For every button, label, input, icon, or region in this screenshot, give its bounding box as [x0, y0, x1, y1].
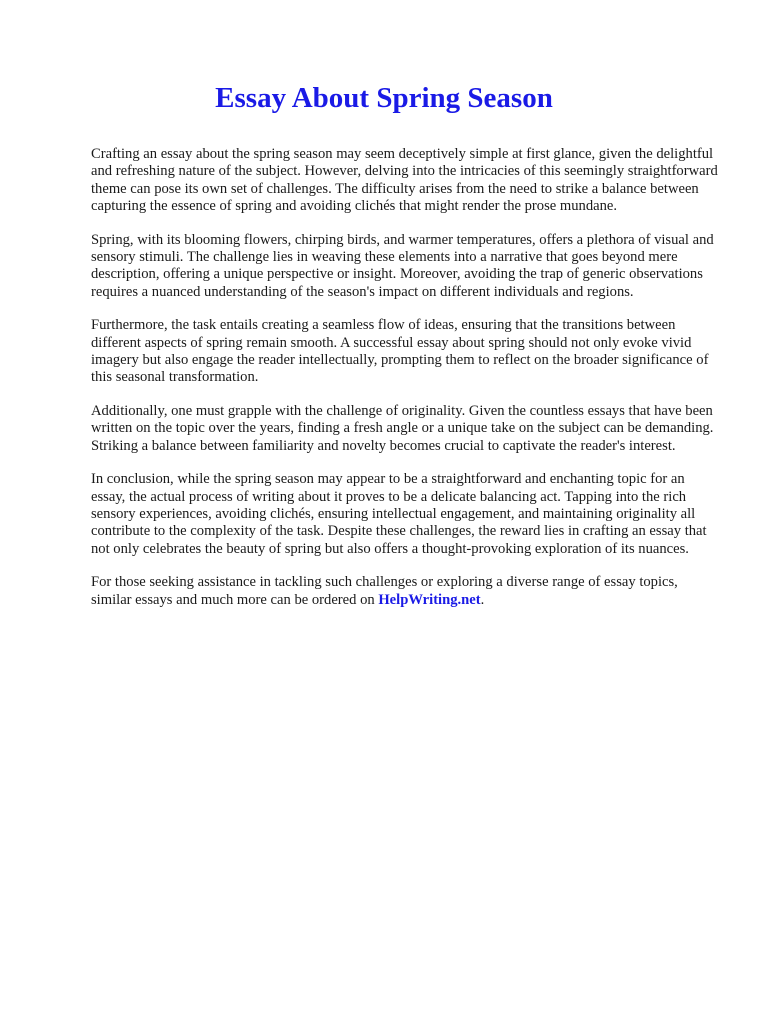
- paragraph-4: Additionally, one must grapple with the challenge of originality. Given the countless essays that have been written on the topic over the years, finding a fresh angle or a unique take on the subject can be demanding. Striking a balance between familiarity and novelty becomes crucial to captivate the reader's interest.: [91, 402, 714, 454]
- closing-paragraph: [91, 574, 719, 609]
- essay-body: [91, 146, 719, 625]
- paragraph-5: In conclusion, while the spring season may appear to be a straightforward and enchanting topic for an essay, the actual process of writing about it proves to be a delicate balancing act. Tapping into the rich sensory experiences, avoiding clichés, ensuring intellectual engagement, and maintaining originality all contribute to the complexity of the task. Despite these challenges, the reward lies in crafting an essay that not only celebrates the beauty of spring but also offers a thought-provoking exploration of its nuances.: [91, 471, 707, 557]
- paragraph-1: Crafting an essay about the spring season may seem deceptively simple at first glance, given the delightful and refreshing nature of the subject. However, delving into the intricacies of this seemingly straightforward theme can pose its own set of challenges. The difficulty arises from the need to strike a balance between capturing the essence of spring and avoiding clichés that might render the prose mundane.: [91, 146, 718, 215]
- helpwriting-link[interactable]: HelpWriting.net: [378, 591, 481, 608]
- paragraph-3: Furthermore, the task entails creating a seamless flow of ideas, ensuring that the transitions between different aspects of spring remain smooth. A successful essay about spring should not only evoke vivid imagery but also engage the reader intellectually, prompting them to reflect on the broader significance of this seasonal transformation.: [91, 317, 709, 386]
- paragraph-2: Spring, with its blooming flowers, chirping birds, and warmer temperatures, offers a plethora of visual and sensory stimuli. The challenge lies in weaving these elements into a narrative that goes beyond mere description, offering a unique perspective or insight. Moreover, avoiding the trap of generic observations requires a nuanced understanding of the season's impact on different individuals and regions.: [91, 231, 714, 300]
- closing-suffix: .: [480, 591, 485, 608]
- closing-text: For those seeking assistance in tackling such challenges or exploring a diverse range of essay topics, similar essays and much more can be ordered on: [91, 574, 678, 608]
- page-title: Essay About Spring Season: [215, 82, 553, 114]
